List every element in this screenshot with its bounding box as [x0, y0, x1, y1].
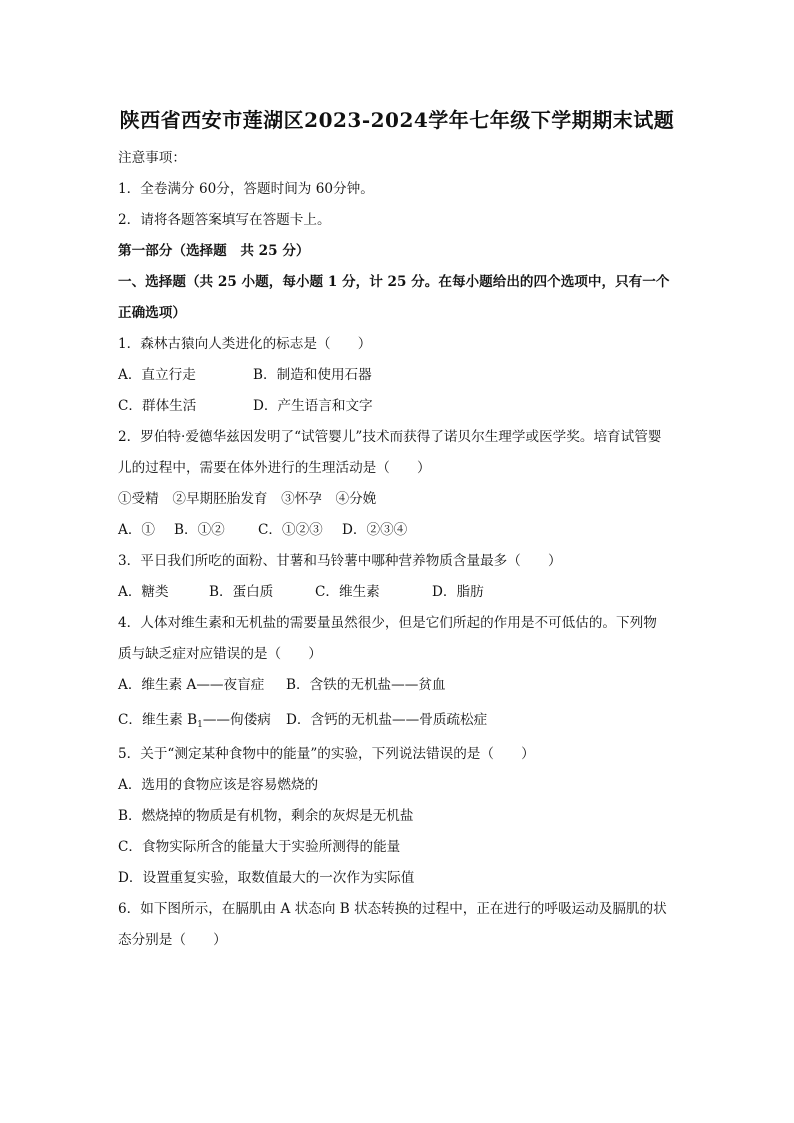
question-2-items: ①受精 ②早期胚胎发育 ③怀孕 ④分娩 [118, 491, 377, 507]
q2-option-a: A．① [118, 522, 156, 538]
q2-option-b: B．①② [174, 522, 225, 538]
question-3-stem: 3．平日我们所吃的面粉、甘薯和马铃薯中哪种营养物质含量最多（ ） [118, 553, 562, 569]
question-1-options-row2 [118, 391, 684, 422]
q4-option-c [118, 701, 286, 739]
question-4-options-row2 [118, 701, 684, 737]
q5-option-c: C．食物实际所含的能量大于实验所测得的能量 [118, 839, 401, 855]
note-item-1: 1．全卷满分 60分，答题时间为 60分钟。 [118, 181, 374, 197]
q1-option-a: A．直立行走 [118, 367, 196, 383]
question-5-stem: 5．关于“测定某种食物中的能量”的实验，下列说法错误的是（ ） [118, 746, 535, 762]
q4-option-d: D．含钙的无机盐——骨质疏松症 [286, 712, 488, 728]
question-6-stem-line1: 6．如下图所示，在膈肌由 A 状态向 B 状态转换的过程中，正在进行的呼吸运动及膈肌的状 [118, 901, 667, 917]
question-4-stem-line1: 4．人体对维生素和无机盐的需要量虽然很少，但是它们所起的作用是不可低估的。下列物 [118, 615, 657, 631]
q4-option-c-post: ——佝偻病 [202, 712, 271, 728]
question-1-stem: 1．森林古猿向人类进化的标志是（ ） [118, 336, 372, 352]
q5-option-b: B．燃烧掉的物质是有机物，剩余的灰烬是无机盐 [118, 808, 414, 824]
q2-option-d: D．②③④ [342, 522, 408, 538]
question-2-stem-line2: 儿的过程中，需要在体外进行的生理活动是（ ） [118, 460, 431, 476]
q3-option-b: B．蛋白质 [209, 584, 274, 600]
q1-option-b: B．制造和使用石器 [253, 367, 372, 383]
q2-option-c: C．①②③ [258, 522, 323, 538]
question-6-stem-line2: 态分别是（ ） [118, 932, 227, 948]
note-item-2: 2．请将各题答案填写在答题卡上。 [118, 212, 331, 228]
page-title: 陕西省西安市莲湖区2023-2024学年七年级下学期期末试题 [119, 108, 675, 132]
q5-option-d: D．设置重复实验，取数值最大的一次作为实际值 [118, 870, 415, 886]
question-3-options [118, 577, 684, 608]
document-body [118, 143, 684, 956]
q1-option-c: C．群体生活 [118, 398, 197, 414]
question-4-options-row1 [118, 670, 684, 701]
notes-heading: 注意事项： [118, 150, 186, 166]
q5-option-a: A．选用的食物应该是容易燃烧的 [118, 777, 319, 793]
q4-option-c-subscript: 1 [197, 720, 203, 730]
q3-option-c: C．维生素 [315, 584, 380, 600]
q3-option-a: A．糖类 [118, 584, 169, 600]
question-2-stem-line1: 2．罗伯特·爱德华兹因发明了“试管婴儿”技术而获得了诺贝尔生理学或医学奖。培育试管婴 [118, 429, 662, 445]
section-instructions-line1: 一、选择题（共 25 小题，每小题 1 分，计 25 分。在每小题给出的四个选项中，只有一个 [118, 274, 670, 290]
q4-option-c-pre: C．维生素 B [118, 712, 198, 728]
question-4-stem-line2: 质与缺乏症对应错误的是（ ） [118, 646, 322, 662]
section-instructions-line2: 正确选项） [118, 305, 186, 321]
question-1-options-row1 [118, 360, 684, 391]
question-2-options [118, 515, 684, 546]
q1-option-d: D．产生语言和文字 [253, 398, 373, 414]
q4-option-a: A．维生素 A——夜盲症 [118, 677, 265, 693]
q4-option-b: B．含铁的无机盐——贫血 [286, 677, 446, 693]
q3-option-d: D．脂肪 [432, 584, 484, 600]
part1-heading: 第一部分（选择题 共 25 分） [118, 243, 310, 259]
